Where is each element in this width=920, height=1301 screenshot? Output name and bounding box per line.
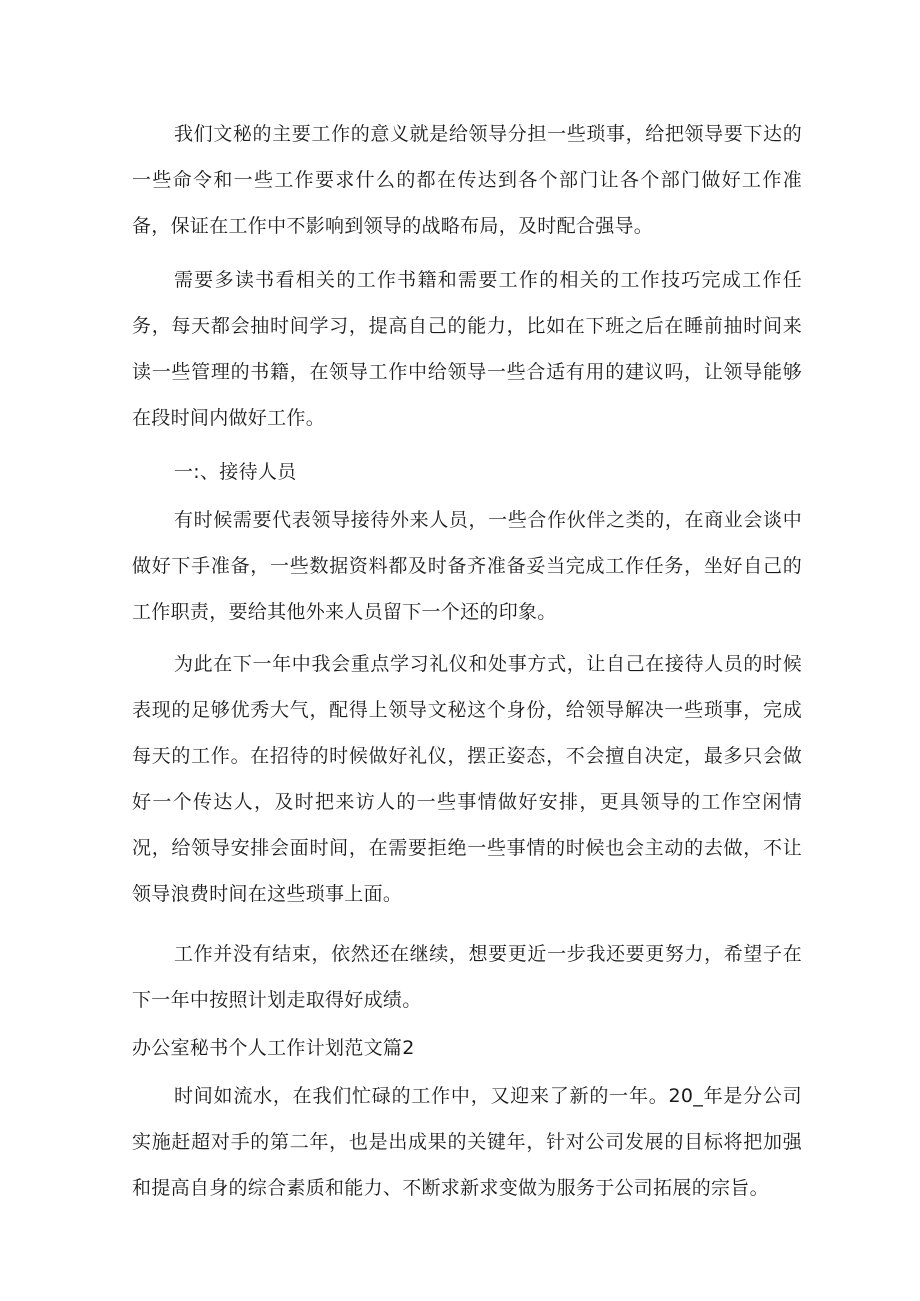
paragraph-secretary-role: 我们文秘的主要工作的意义就是给领导分担一些琐事，给把领导要下达的一些命令和一些工作要求什么的都在传达到各个部门让各个部门做好工作准备，保证在工作中不影响到领导的战略布局，及时配合强导。 bbox=[132, 123, 802, 237]
paragraph-conclusion: 工作并没有结束，依然还在继续，想要更近一步我还要更努力，希望子在下一年中按照计划走取得好成绩。 bbox=[132, 943, 802, 1011]
paragraph-reading-study: 需要多读书看相关的工作书籍和需要工作的相关的工作技巧完成工作任务，每天都会抽时间学习，提高自己的能力，比如在下班之后在睡前抽时间来读一些管理的书籍，在领导工作中给领导一些合适有用的建议吗，让领导能够在段时间内做好工作。 bbox=[132, 269, 802, 429]
paragraph-reception-duties: 有时候需要代表领导接待外来人员，一些合作伙伴之类的，在商业会谈中做好下手准备，一些数据资料都及时备齐准备妥当完成工作任务，坐好自己的工作职责，要给其他外来人员留下一个还的印象。 bbox=[132, 509, 802, 623]
subheading-reception: 一:、接待人员 bbox=[174, 461, 297, 483]
paragraph-etiquette-plan: 为此在下一年中我会重点学习礼仪和处事方式，让自己在接待人员的时候表现的足够优秀大气，配得上领导文秘这个身份，给领导解决一些琐事，完成每天的工作。在招待的时候做好礼仪，摆正姿态，不会擅自决定，最多只会做好一个传达人，及时把来访人的一些事情做好安排，更具领导的工作空闲情况，给领导安排会面时间，在需要拒绝一些事情的时候也会主动的去做，不让领导浪费时间在这些琐事上面。 bbox=[132, 653, 802, 905]
paragraph-new-year: 时间如流水，在我们忙碌的工作中，又迎来了新的一年。20_年是分公司实施赶超对手的第二年，也是出成果的关键年，针对公司发展的目标将把加强和提高自身的综合素质和能力、不断求新求变做为服务于公司拓展的宗旨。 bbox=[132, 1085, 802, 1199]
section-title-article-2: 办公室秘书个人工作计划范文篇2 bbox=[132, 1037, 415, 1059]
